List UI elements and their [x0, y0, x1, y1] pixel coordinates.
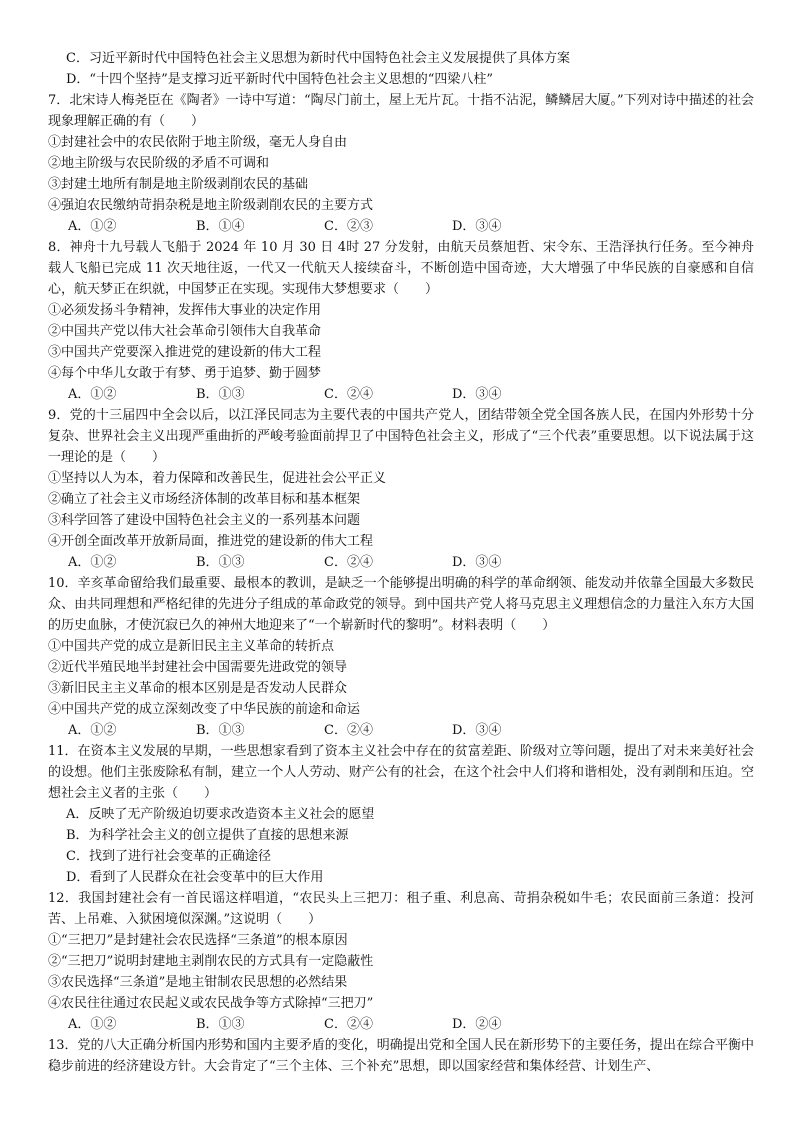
option-c[interactable]: C．找到了进行社会变革的正确途径: [66, 849, 271, 864]
statement: ④开创全面改革开放新局面，推进党的建设新的伟大工程: [48, 534, 374, 549]
answer-choices: [48, 216, 754, 237]
statement: ④农民往往通过农民起义或农民战争等方式除掉“三把刀”: [48, 996, 374, 1011]
exam-page: [48, 48, 754, 1077]
question-stem: 7．北宋诗人梅尧臣在《陶者》一诗中写道：“陶尽门前土，屋上无片瓦。十指不沾泥，鳞鳞居大厦。”下列对诗中描述的社会现象理解正确的有（ ）: [48, 93, 754, 129]
choice-d[interactable]: D．③④: [452, 219, 502, 234]
statement: ③新旧民主主义革命的根本区别是是否发动人民群众: [48, 681, 348, 696]
statement: ①必须发扬斗争精神，发挥伟大事业的决定作用: [48, 303, 322, 318]
statement: ①封建社会中的农民依附于地主阶级，毫无人身自由: [48, 135, 348, 150]
answer-choices: [48, 1014, 754, 1035]
choice-d[interactable]: D．③④: [452, 723, 502, 738]
statement: ②“三把刀”说明封建地主剥削农民的方式具有一定隐蔽性: [48, 954, 374, 969]
question-stem: 12．我国封建社会有一首民谣这样唱道，“农民头上三把刀：租子重、利息高、苛捐杂税如牛毛；农民面前三条道：投河苦、上吊难、入狱困境似深渊。”这说明（ ）: [48, 891, 754, 927]
choice-a[interactable]: A．①②: [68, 387, 117, 402]
statement: ③封建土地所有制是地主阶级剥削农民的基础: [48, 177, 309, 192]
choice-a[interactable]: A．①②: [68, 219, 117, 234]
statement: ④每个中华儿女敢于有梦、勇于追梦、勤于圆梦: [48, 366, 322, 381]
choice-b[interactable]: B．①③: [196, 555, 245, 570]
question-stem: 13．党的八大正确分析国内形势和国内主要矛盾的变化，明确提出党和全国人民在新形势下的主要任务，提出在综合平衡中稳步前进的经济建设方针。大会肯定了“三个主体、三个补充”思想，即以国家经营和集体经营、计划生产、: [48, 1038, 754, 1074]
choice-a[interactable]: A．①②: [68, 555, 117, 570]
choice-d[interactable]: D．③④: [452, 555, 502, 570]
question-stem: 8．神舟十九号载人飞船于 2024 年 10 月 30 日 4时 27 分发射，由航天员蔡旭哲、宋令东、王浩泽执行任务。至今神舟载人飞船已完成 11 次天地往返，一代又一代航天人接续奋斗，不断创造中国奇迹，大大增强了中华民族的自豪感和自信心，航天梦正在织就，中国梦正在实现。实现伟大梦想要求（ ）: [48, 240, 754, 297]
option-d[interactable]: D．看到了人民群众在社会变革中的巨大作用: [66, 870, 324, 885]
question-10: [48, 573, 754, 741]
option-line: D．“十四个坚持”是支撑习近平新时代中国特色社会主义思想的“四梁八柱”: [66, 72, 494, 87]
statement: ①“三把刀”是封建社会农民选择“三条道”的根本原因: [48, 933, 348, 948]
answer-choices: [48, 552, 754, 573]
choice-c[interactable]: C．②③: [324, 219, 373, 234]
option-a[interactable]: A．反映了无产阶级迫切要求改造资本主义社会的愿望: [66, 807, 375, 822]
choice-a[interactable]: A．①②: [68, 1017, 117, 1032]
choice-d[interactable]: D．③④: [452, 387, 502, 402]
choice-c[interactable]: C．②④: [324, 723, 373, 738]
choice-d[interactable]: D．②④: [452, 1017, 502, 1032]
question-stem: 10．辛亥革命留给我们最重要、最根本的教训，是缺乏一个能够提出明确的科学的革命纲领、能发动并依靠全国最大多数民众、由共同理想和严格纪律的先进分子组成的革命政党的领导。到中国共产党人将马克思主义理想信念的力量注入东方大国的历史血脉，才使沉寂已久的神州大地迎来了“一个崭新时代的黎明”。材料表明（ ）: [48, 576, 754, 633]
question-stem: 11．在资本主义发展的早期，一些思想家看到了资本主义社会中存在的贫富差距、阶级对立等问题，提出了对未来美好社会的设想。他们主张废除私有制，建立一个人人劳动、财产公有的社会，在这个社会中人们将和谐相处，没有剥削和压迫。空想社会主义者的主张（ ）: [48, 744, 754, 801]
statement: ④强迫农民缴纳苛捐杂税是地主阶级剥削农民的主要方式: [48, 198, 374, 213]
statement: ④中国共产党的成立深刻改变了中华民族的前途和命运: [48, 702, 361, 717]
question-stem: 9．党的十三届四中全会以后，以江泽民同志为主要代表的中国共产党人，团结带领全党全国各族人民，在国内外形势十分复杂、世界社会主义出现严重曲折的严峻考验面前捍卫了中国特色社会主义，形成了“三个代表”重要思想。以下说法属于这一理论的是（ ）: [48, 408, 754, 465]
statement: ②近代半殖民地半封建社会中国需要先进政党的领导: [48, 660, 348, 675]
question-8: [48, 237, 754, 405]
option-b[interactable]: B．为科学社会主义的创立提供了直接的思想来源: [66, 828, 349, 843]
choice-b[interactable]: B．①③: [196, 723, 245, 738]
statement: ②中国共产党以伟大社会革命引领伟大自我革命: [48, 324, 322, 339]
choice-a[interactable]: A．①②: [68, 723, 117, 738]
answer-choices: [48, 384, 754, 405]
question-9: [48, 405, 754, 573]
choice-b[interactable]: B．①③: [196, 387, 245, 402]
choice-b[interactable]: B．①④: [196, 219, 245, 234]
question-11: [48, 741, 754, 888]
question-12: [48, 888, 754, 1035]
question-7: [48, 90, 754, 237]
option-line: C．习近平新时代中国特色社会主义思想为新时代中国特色社会主义发展提供了具体方案: [66, 51, 570, 66]
answer-choices: [48, 720, 754, 741]
statement: ①中国共产党的成立是新旧民主主义革命的转折点: [48, 639, 335, 654]
choice-c[interactable]: C．②④: [324, 1017, 373, 1032]
choice-c[interactable]: C．②④: [324, 387, 373, 402]
statement: ①坚持以人为本，着力保障和改善民生，促进社会公平正义: [48, 471, 387, 486]
statement: ③中国共产党要深入推进党的建设新的伟大工程: [48, 345, 322, 360]
choice-b[interactable]: B．①③: [196, 1017, 245, 1032]
question-13: [48, 1035, 754, 1077]
statement: ③农民选择“三条道”是地主钳制农民思想的必然结果: [48, 975, 348, 990]
statement: ②确立了社会主义市场经济体制的改革目标和基本框架: [48, 492, 361, 507]
statement: ②地主阶级与农民阶级的矛盾不可调和: [48, 156, 270, 171]
statement: ③科学回答了建设中国特色社会主义的一系列基本问题: [48, 513, 361, 528]
choice-c[interactable]: C．②④: [324, 555, 373, 570]
